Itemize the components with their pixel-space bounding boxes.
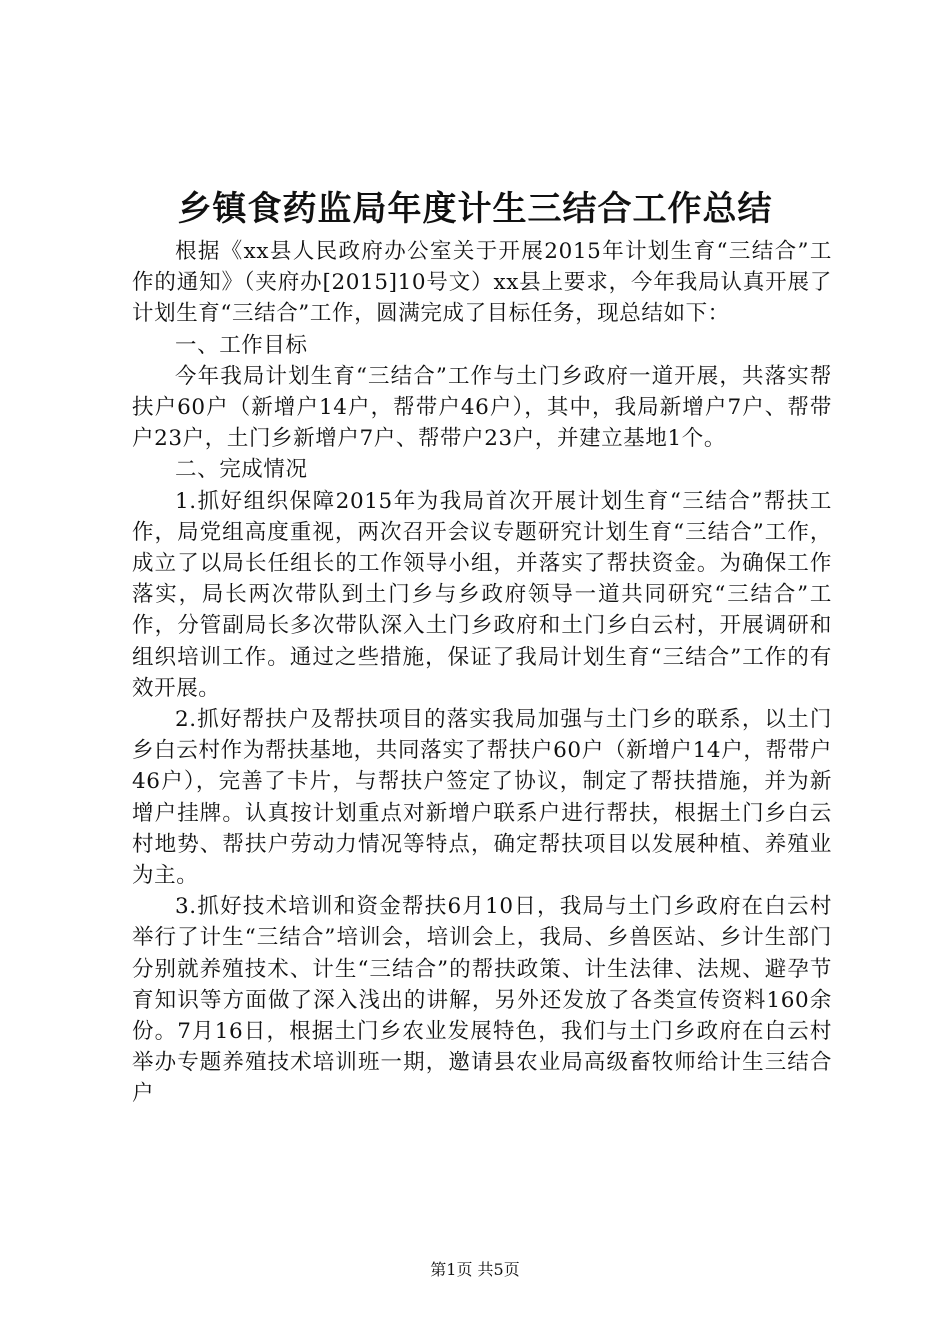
completion-item-3: 3.抓好技术培训和资金帮扶6月10日，我局与土门乡政府在白云村举行了计生“三结合”培训会，培训会上，我局、乡兽医站、乡计生部门分别就养殖技术、计生“三结合”的帮扶政策、计生法律、法规、避孕节育知识等方面做了深入浅出的讲解，另外还发放了各类宣传资料160余份。7月16日，根据土门乡农业发展特色，我们与土门乡政府在白云村举办专题养殖技术培训班一期，邀请县农业局高级畜牧师给计生三结合户: [132, 894, 832, 1107]
document-title: 乡镇食药监局年度计生三结合工作总结: [177, 189, 773, 229]
section-heading-goals: 一、工作目标: [175, 332, 308, 358]
completion-item-2: 2.抓好帮扶户及帮扶项目的落实我局加强与土门乡的联系，以土门乡白云村作为帮扶基地，共同落实了帮扶户60户（新增户14户，帮带户46户），完善了卡片，与帮扶户签定了协议，制定了帮扶措施，并为新增户挂牌。认真按计划重点对新增户联系户进行帮扶，根据土门乡白云村地势、帮扶户劳动力情况等特点，确定帮扶项目以发展种植、养殖业为主。: [132, 707, 832, 889]
goals-paragraph: 今年我局计划生育“三结合”工作与土门乡政府一道开展，共落实帮扶户60户（新增户14户，帮带户46户），其中，我局新增户7户、帮带户23户，土门乡新增户7户、帮带户23户，并建立基地1个。: [132, 363, 832, 452]
intro-paragraph: 根据《xx县人民政府办公室关于开展2015年计划生育“三结合”工作的通知》（夹府办[2015]10号文）xx县上要求，今年我局认真开展了计划生育“三结合”工作，圆满完成了目标任务，现总结如下：: [132, 239, 832, 327]
document-body: [132, 236, 832, 1110]
completion-item-1: 1.抓好组织保障2015年为我局首次开展计划生育“三结合”帮扶工作，局党组高度重视，两次召开会议专题研究计划生育“三结合”工作，成立了以局长任组长的工作领导小组，并落实了帮扶资金。为确保工作落实，局长两次带队到土门乡与乡政府领导一道共同研究“三结合”工作，分管副局长多次带队深入土门乡政府和土门乡白云村，开展调研和组织培训工作。通过之些措施，保证了我局计划生育“三结合”工作的有效开展。: [132, 488, 832, 701]
page-number-footer: 第1页 共5页: [430, 1260, 520, 1279]
section-heading-completion: 二、完成情况: [175, 457, 308, 483]
